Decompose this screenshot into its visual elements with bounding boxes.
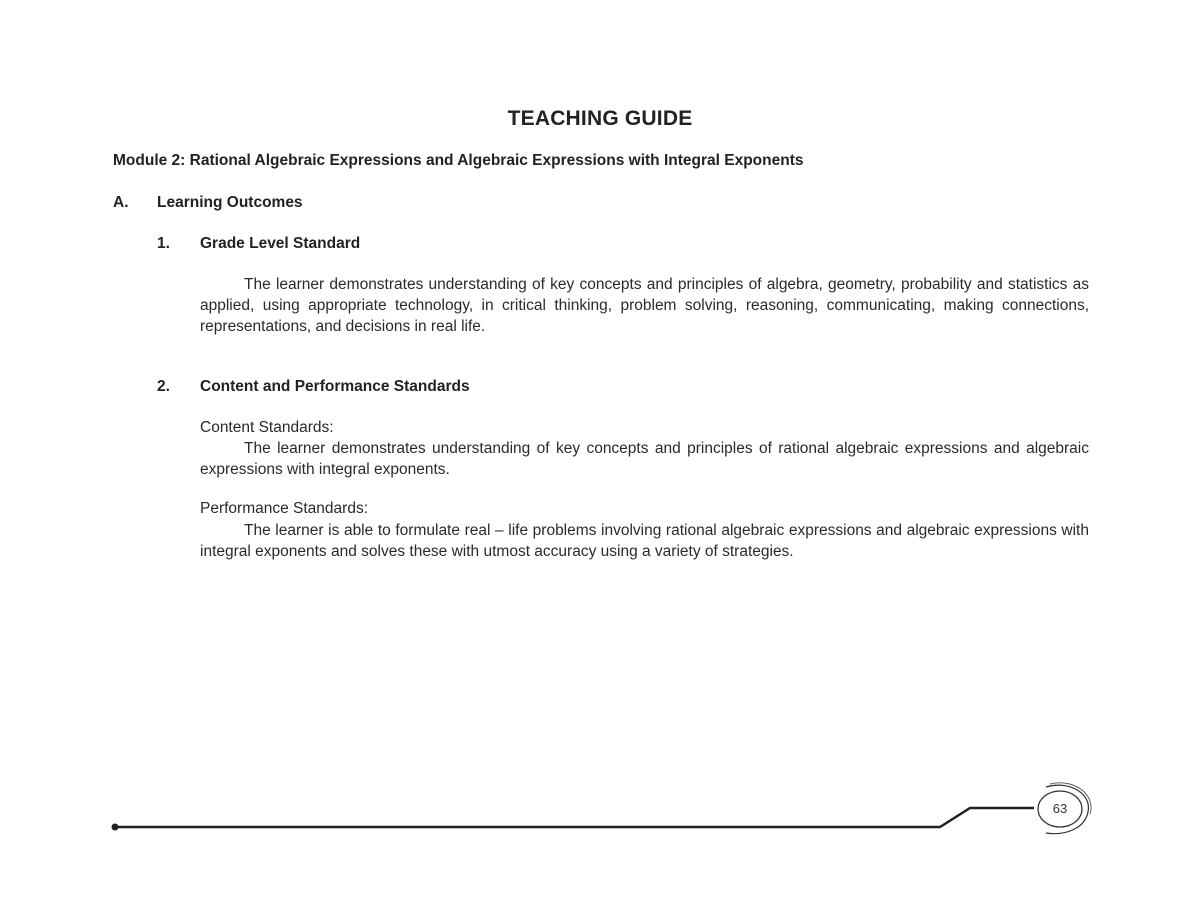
item-2-heading — [157, 378, 470, 396]
item-1-marker: 1. — [157, 235, 170, 252]
grade-level-standard-text — [200, 274, 1089, 337]
grade-level-standard-body: The learner demonstrates understanding of key concepts and principles of algebra, geometry, probability and statistics as applied, using appropriate technology, in critical thinking, problem solving, reasoning, communicating, making connections, representations, and decisions in real life. — [200, 276, 1089, 335]
item-1-title: Grade Level Standard — [200, 235, 361, 252]
item-2-title: Content and Performance Standards — [200, 378, 470, 395]
performance-standards-text — [200, 520, 1089, 562]
page-number: 63 — [1052, 801, 1068, 816]
section-a-marker: A. — [113, 194, 129, 211]
item-2-marker: 2. — [157, 378, 170, 395]
performance-standards-label: Performance Standards: — [200, 500, 369, 517]
content-standards-text — [200, 438, 1089, 480]
item-1-heading — [157, 235, 360, 253]
content-standards-body: The learner demonstrates understanding of key concepts and principles of rational algebraic expressions and algebraic expressions with integral exponents. — [200, 440, 1089, 478]
section-a-title: Learning Outcomes — [157, 194, 303, 211]
footer-line — [115, 808, 1034, 827]
footer-decoration — [0, 770, 1200, 860]
section-a-heading — [113, 194, 303, 212]
content-standards-label: Content Standards: — [200, 419, 334, 436]
page-title: TEACHING GUIDE — [507, 107, 693, 130]
module-heading: Module 2: Rational Algebraic Expressions and Algebraic Expressions with Integral Exponents — [113, 152, 804, 169]
performance-standards-body: The learner is able to formulate real – life problems involving rational algebraic expressions and algebraic expressions with integral exponents and solves these with utmost accuracy using a variety of strategies. — [200, 522, 1089, 560]
